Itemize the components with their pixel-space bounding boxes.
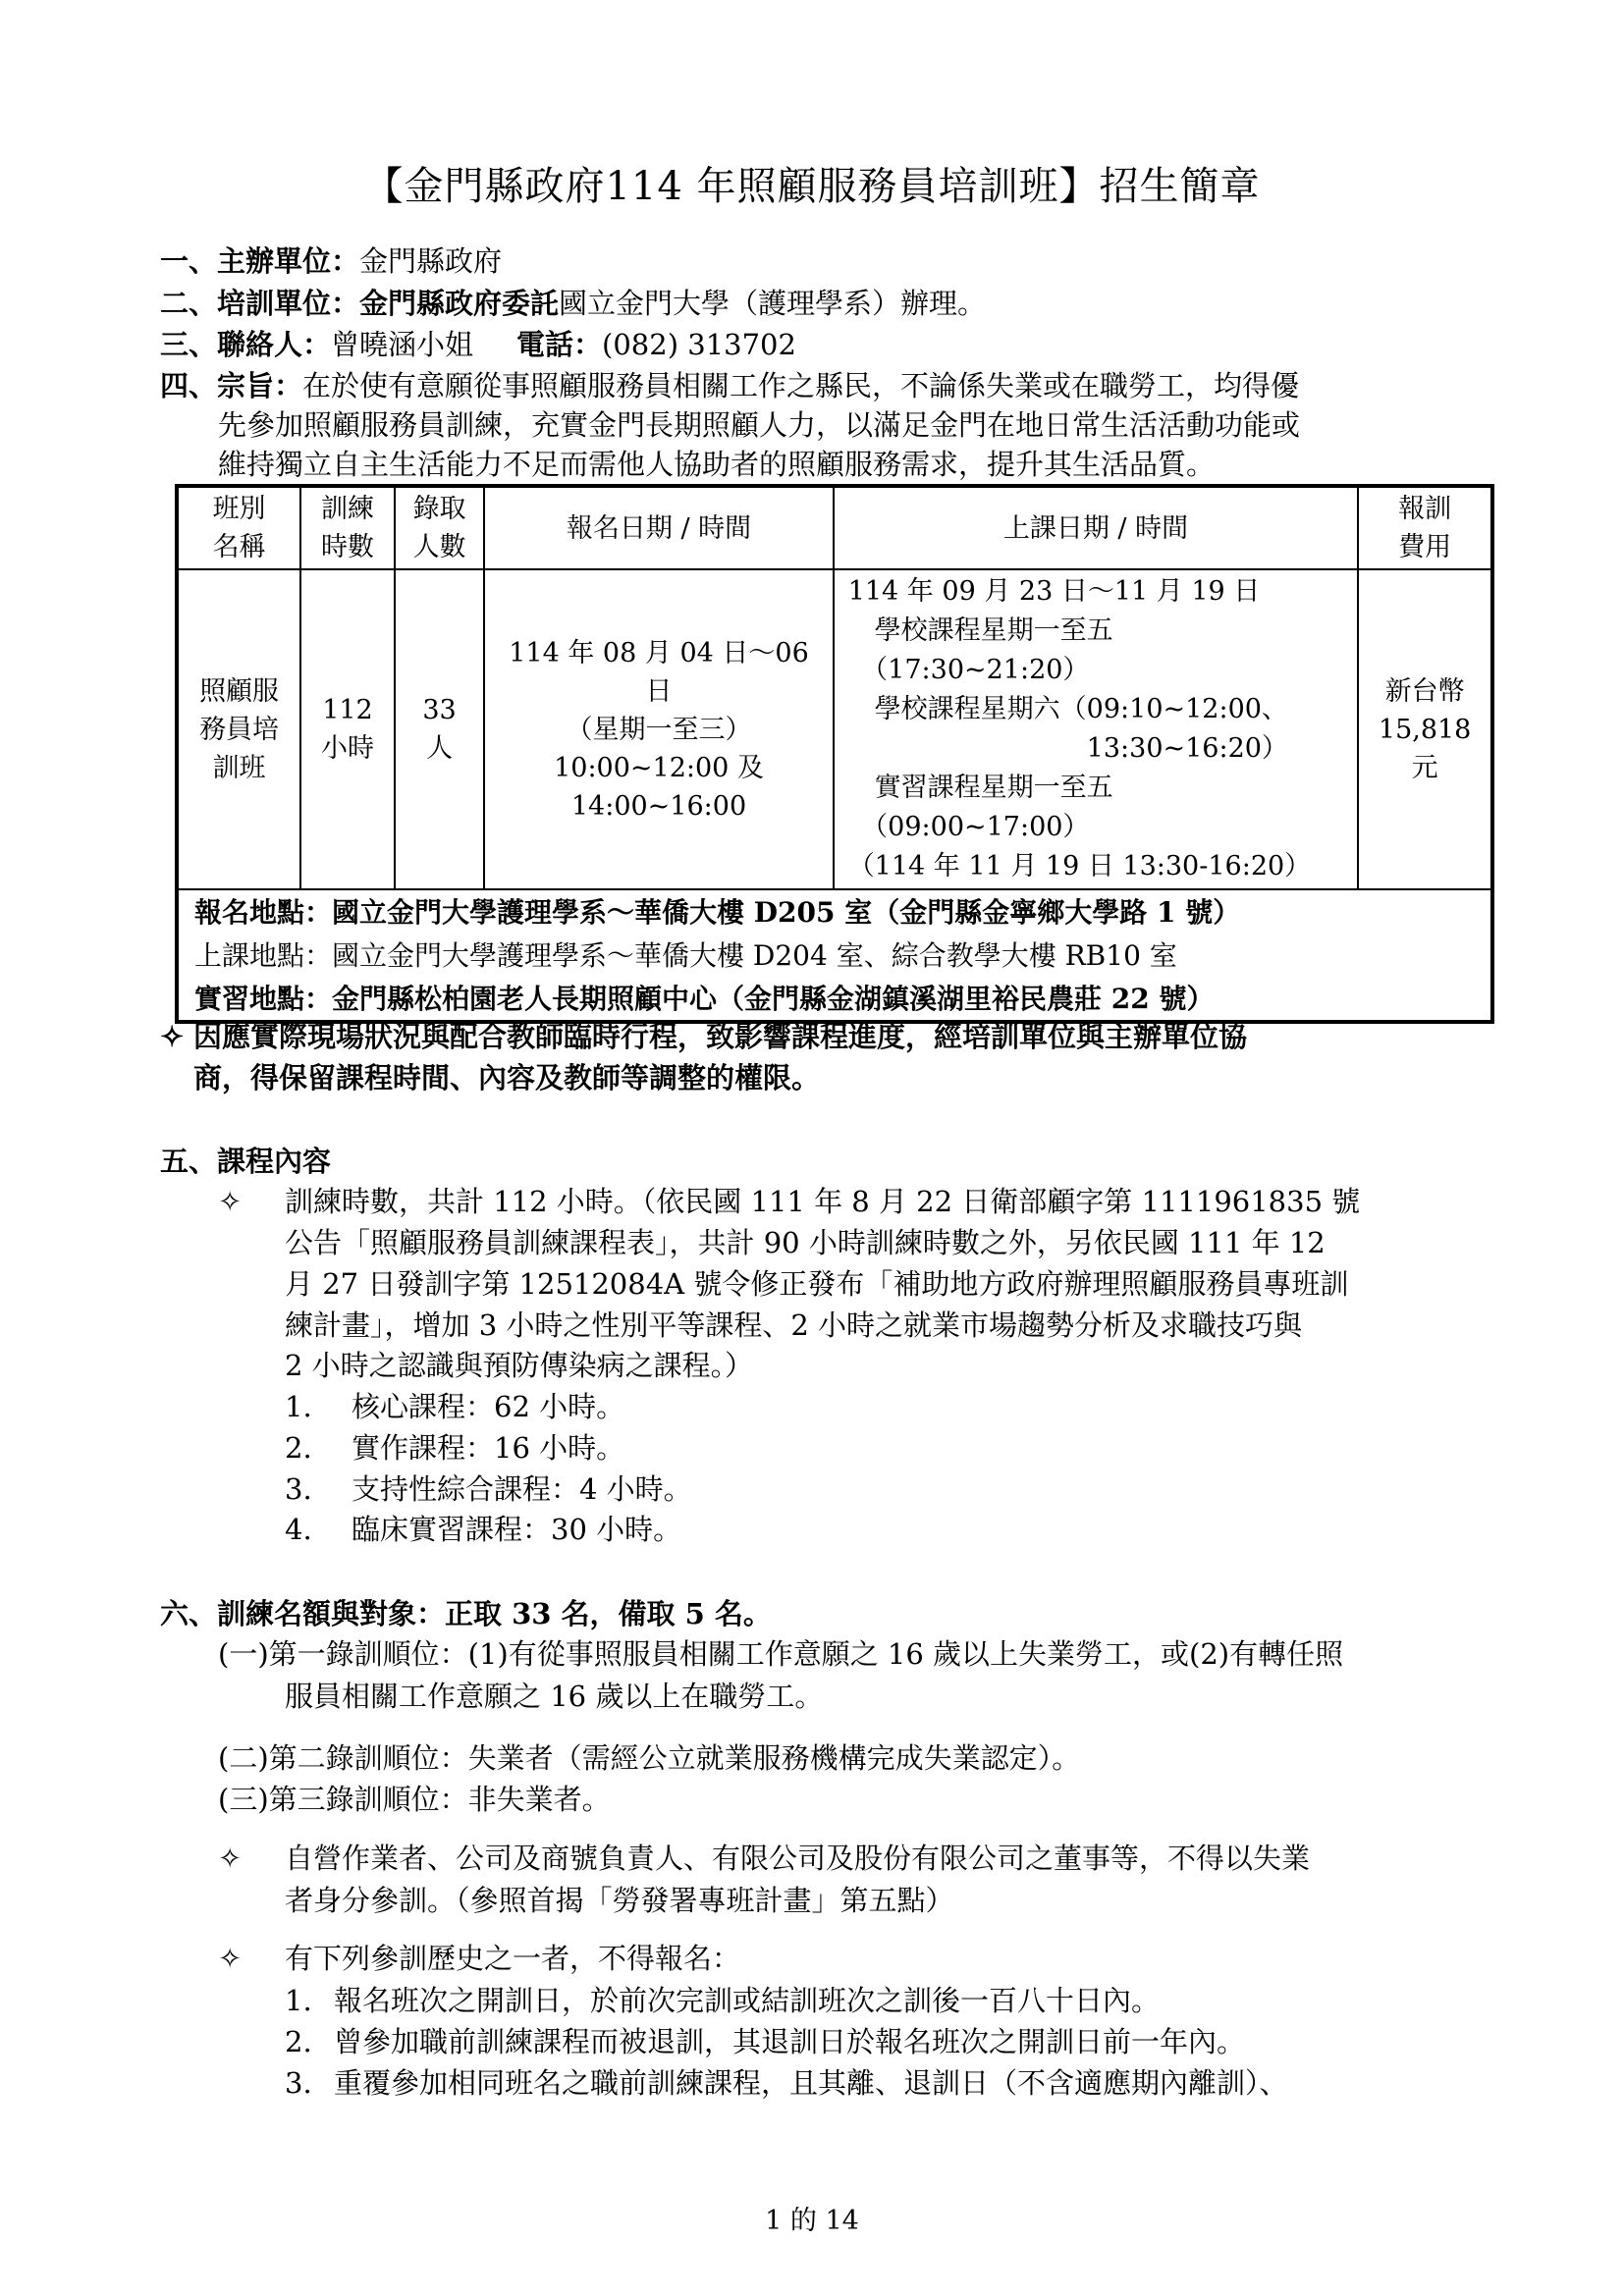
table-row <box>177 934 1492 977</box>
practicum-location: 實習地點：金門縣松柏園老人長期照顧中心（金門縣金湖鎮溪湖里裕民農莊 22 號） <box>177 977 1492 1022</box>
page-number: 1 的 14 <box>765 2206 859 2236</box>
list-item: 1. 核心課程：62 小時。 <box>285 1390 625 1423</box>
cell-hours: 112 小時 <box>300 569 395 889</box>
page-title: 【金門縣政府114 年照顧服務員培訓班】招生簡章 <box>363 164 1261 209</box>
section-course-content: 五、課程內容 <box>160 1145 332 1178</box>
list-item: 2. 曾參加職前訓練課程而被退訓，其退訓日於報名班次之開訓日前一年內。 <box>285 2025 1246 2058</box>
registration-location: 報名地點：國立金門大學護理學系～華僑大樓 D205 室（金門縣金寧鄉大學路 1 號） <box>177 889 1492 934</box>
header-hours: 訓練 時數 <box>300 486 395 569</box>
cell-registration: 114 年 08 月 04 日～06 日 （星期一至三） 10:00~12:00 及 14:00~16:00 <box>484 569 833 889</box>
notice-line: ✧ 因應實際現場狀況與配合教師臨時行程，致影響課程進度，經培訓單位與主辦單位協 <box>160 1017 1247 1056</box>
training-unit-bold: 金門縣政府委託 <box>359 287 560 320</box>
table-header-row <box>177 486 1492 569</box>
notice-line: 商，得保留課程時間、內容及教師等調整的權限。 <box>193 1061 821 1095</box>
section-purpose <box>160 366 1299 405</box>
course-paragraph-line: 月 27 日發訓字第 12512084A 號令修正發布「補助地方政府辦理照顧服務員專班訓 <box>285 1267 1349 1301</box>
header-schedule: 上課日期 / 時間 <box>834 486 1359 569</box>
training-unit-label: 二、培訓單位： <box>160 287 360 320</box>
section-quota-targets: 六、訓練名額與對象：正取 33 名，備取 5 名。 <box>160 1597 772 1630</box>
section-training-unit <box>160 284 986 323</box>
header-registration: 報名日期 / 時間 <box>484 486 833 569</box>
cell-fee: 新台幣 15,818 元 <box>1358 569 1492 889</box>
organizer-value: 金門縣政府 <box>359 244 503 278</box>
diamond-icon: ✧ <box>218 1942 243 1975</box>
diamond-icon: ✧ <box>160 1020 185 1053</box>
section-contact <box>160 325 796 364</box>
phone-label: 電話： <box>516 328 603 361</box>
list-item: 1. 報名班次之開訓日，於前次完訓或結訓班次之訓後一百八十日內。 <box>285 1984 1161 2017</box>
restriction-line: 者身分參訓。（參照首揭「勞發署專班計畫」第五點） <box>285 1884 954 1917</box>
list-item: 4. 臨床實習課程：30 小時。 <box>285 1513 682 1546</box>
priority-line: (二)第二錄訓順位：失業者（需經公立就業服務機構完成失業認定）。 <box>218 1741 1081 1775</box>
contact-label: 三、聯絡人： <box>160 328 332 361</box>
priority-line: (一)第一錄訓順位：(1)有從事照服員相關工作意願之 16 歲以上失業勞工，或(2)有轉任照 <box>218 1637 1344 1671</box>
priority-line: (三)第三錄訓順位：非失業者。 <box>218 1783 611 1816</box>
organizer-label: 一、主辦單位： <box>160 244 360 278</box>
diamond-icon: ✧ <box>218 1185 243 1218</box>
table-row <box>177 889 1492 934</box>
course-paragraph-line: 2 小時之認識與預防傳染病之課程。） <box>285 1349 754 1382</box>
class-location: 上課地點：國立金門大學護理學系～華僑大樓 D204 室、綜合教學大樓 RB10 室 <box>177 934 1492 977</box>
cell-schedule: 114 年 09 月 23 日～11 月 19 日 學校課程星期一至五 （17:30~21:20） 學校課程星期六（09:10~12:00、 13:30~16:20） 實習課程星期一至五 （09:00~17:00） （114 年 11 月 19 日 13:30-16:20） <box>834 569 1359 889</box>
purpose-line: 維持獨立自主生活能力不足而需他人協助者的照顧服務需求，提升其生活品質。 <box>218 448 1216 481</box>
priority-line: 服員相關工作意願之 16 歲以上在職勞工。 <box>285 1680 824 1713</box>
list-item: 2. 實作課程：16 小時。 <box>285 1431 625 1465</box>
contact-name: 曾曉涵小姐 <box>331 328 474 361</box>
header-quota: 錄取 人數 <box>395 486 485 569</box>
training-unit-value: 國立金門大學（護理學系）辦理。 <box>559 287 987 320</box>
restriction-line: ✧ 有下列參訓歷史之一者，不得報名： <box>218 1939 740 1978</box>
phone-number: (082) 313702 <box>602 328 796 361</box>
list-item: 3. 重覆參加相同班名之職前訓練課程，且其離、退訓日（不含適應期內離訓）、 <box>285 2066 1288 2100</box>
list-item: 3. 支持性綜合課程：4 小時。 <box>285 1472 692 1506</box>
table-row <box>177 569 1492 889</box>
purpose-line: 在於使有意願從事照顧服務員相關工作之縣民，不論係失業或在職勞工，均得優 <box>302 369 1300 402</box>
purpose-line: 先參加照顧服務員訓練，充實金門長期照顧人力，以滿足金門在地日常生活活動功能或 <box>218 408 1301 442</box>
header-fee: 報訓 費用 <box>1358 486 1492 569</box>
course-paragraph-line: ✧ 訓練時數，共計 112 小時。（依民國 111 年 8 月 22 日衛部顧字第 1111961835 號 <box>218 1182 1360 1221</box>
section-organizer <box>160 241 502 281</box>
course-paragraph-line: 公告「照顧服務員訓練課程表」，共計 90 小時訓練時數之外，另依民國 111 年 12 <box>285 1226 1326 1259</box>
purpose-label: 四、宗旨： <box>160 369 303 402</box>
cell-quota: 33 人 <box>395 569 485 889</box>
cell-class-name: 照顧服 務員培 訓班 <box>177 569 300 889</box>
restriction-line: ✧ 自營作業者、公司及商號負責人、有限公司及股份有限公司之董事等，不得以失業 <box>218 1839 1310 1878</box>
course-info-table <box>175 484 1494 1024</box>
course-paragraph-line: 練計畫」，增加 3 小時之性別平等課程、2 小時之就業市場趨勢分析及求職技巧與 <box>285 1308 1303 1342</box>
table-row <box>177 977 1492 1022</box>
diamond-icon: ✧ <box>218 1842 243 1875</box>
header-class-name: 班別 名稱 <box>177 486 300 569</box>
